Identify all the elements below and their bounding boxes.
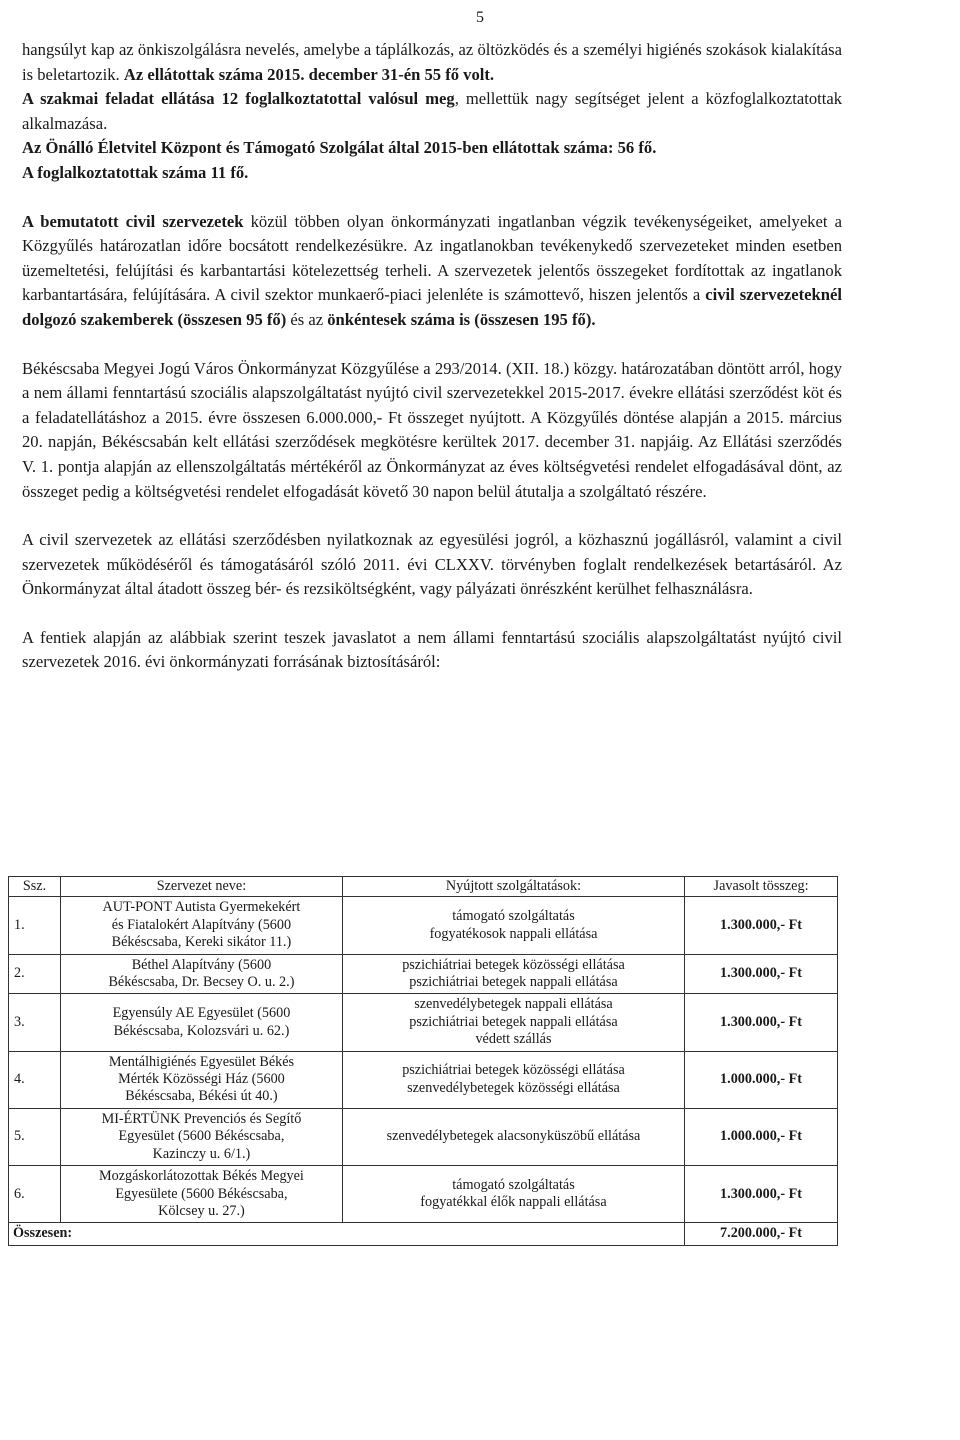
service-line: fogyatékkal élők nappali ellátása: [420, 1194, 607, 1211]
row-ssz: 4.: [9, 1051, 61, 1108]
row-ssz: 3.: [9, 994, 61, 1051]
org-name-line: Egyesülete (5600 Békéscsaba,: [115, 1185, 288, 1202]
volunteers-count: önkéntesek száma is (összesen 195 fő).: [327, 309, 596, 329]
row-org-name: [61, 994, 343, 1051]
page-number: 5: [476, 9, 484, 26]
row-services: [342, 1051, 684, 1108]
row-org-name: [61, 1051, 343, 1108]
paragraph-self-care: [22, 38, 842, 87]
org-name-line: Mozgáskorlátozottak Békés Megyei: [99, 1168, 304, 1185]
header-amount: Javasolt tösszeg:: [685, 877, 838, 897]
service-line: pszichiátriai betegek közösségi ellátása: [402, 956, 625, 973]
row-org-name: [61, 954, 343, 994]
table-row: [9, 954, 838, 994]
service-line: szenvedélybetegek alacsonyküszöbű ellátása: [386, 1128, 641, 1145]
paragraph-declarations: A civil szervezetek az ellátási szerződésben nyilatkoznak az egyesülési jogról, a közhasznú jogállásról, valamint a civil szervezetek működéséről és támogatásáról szóló 2011. évi CLXXV. törvényben foglalt rendelkezések betartásáról. Az Önkormányzat által átadott összeg bér- és rezsiköltségként, vagy pályázati önrészként kerülhet felhasználásra.: [22, 530, 842, 599]
table-row: [9, 1108, 838, 1165]
civil-orgs-text: közül többen olyan önkormányzati ingatlanban végzik tevékenységeiket, amelyeket a Közgyűlés határozatlan időre bocsátott rendelkezésükre. Az ingatlanokban tevékenykedő szervezeteket minden esetben üzemeltetési, felújítási és karbantartási kötelezettség terheli. A szervezetek jelentős összegeket fordítottak az ingatlanok karbantartására, felújítására. A civil szektor munkaerő-piaci jelenléte is számottevő, hiszen jelentős a: [22, 211, 842, 305]
row-org-name: [61, 1108, 343, 1165]
center-clients-count: Az Önálló Életvitel Központ és Támogató Szolgálat által 2015-ben ellátottak száma: 56 fő.: [22, 138, 657, 158]
row-amount: 1.300.000,- Ft: [685, 994, 838, 1051]
org-name-line: Mentálhigiénés Egyesület Békés: [108, 1053, 295, 1070]
paragraph-staff-text: , mellettük nagy segítséget jelent a közfoglalkoztatottak alkalmazása.: [22, 89, 842, 133]
org-name-line: Békéscsaba, Kereki sikátor 11.): [111, 934, 292, 951]
row-services: [342, 897, 684, 954]
row-services: [342, 1166, 684, 1223]
row-amount: 1.300.000,- Ft: [685, 954, 838, 994]
service-line: pszichiátriai betegek közösségi ellátása: [402, 1062, 625, 1079]
row-services: [342, 1108, 684, 1165]
paragraph-proposal: A fentiek alapján az alábbiak szerint teszek javaslatot a nem állami fenntartású szociális alapszolgáltatást nyújtó civil szervezetek 2016. évi önkormányzati forrásának biztosításáról:: [22, 627, 842, 672]
paragraph-council-decision: Békéscsaba Megyei Jogú Város Önkormányzat Közgyűlése a 293/2014. (XII. 18.) közgy. határozatában döntött arról, hogy a nem állami fenntartású szociális alapszolgáltatást nyújtó civil szervezetekkel 2015-2017. évekre ellátási szerződést köt és a feladatellátáshoz a 2015. évre összesen 6.000.000,- Ft összeget nyújtott. A Közgyűlés döntése alapján a 2015. március 20. napján, Békéscsabán kelt ellátási szerződések megkötésre kerültek 2017. december 31. napjáig. Az Ellátási szerződés V. 1. pontja alapján az ellenszolgáltatás mértékéről az Önkormányzat az éves költségvetési rendelet elfogadásával dönt, az összeget pedig a költségvetési rendelet elfogadását követő 30 napon belül átutalja a szolgáltató részére.: [22, 358, 842, 501]
row-amount: 1.000.000,- Ft: [685, 1108, 838, 1165]
paragraph-center-clients: [22, 136, 842, 161]
row-ssz: 6.: [9, 1166, 61, 1223]
org-name-line: Békéscsaba, Békési út 40.): [125, 1088, 278, 1105]
org-name-line: MI-ÉRTÜNK Prevenciós és Segítő: [101, 1110, 302, 1127]
row-org-name: [61, 897, 343, 954]
paragraph-employees: [22, 161, 842, 186]
row-amount: 1.300.000,- Ft: [685, 897, 838, 954]
service-line: támogató szolgáltatás: [452, 1176, 575, 1193]
row-ssz: 2.: [9, 954, 61, 994]
service-line: pszichiátriai betegek nappali ellátása: [409, 1013, 618, 1030]
service-line: szenvedélybetegek közösségi ellátása: [407, 1079, 620, 1096]
org-name-line: Kölcsey u. 27.): [158, 1202, 245, 1219]
civil-orgs-conj: és az: [286, 309, 328, 329]
paragraph-civil-orgs: [22, 210, 842, 333]
staff-statement: A szakmai feladat ellátása 12 foglalkoztatottal valósul meg: [22, 89, 455, 109]
table-row: [9, 1166, 838, 1223]
org-name-line: és Fiatalokért Alapítvány (5600: [111, 916, 292, 933]
specialists-count: civil szervezeteknél dolgozó szakemberek (összesen 95 fő): [22, 285, 842, 329]
header-services: Nyújtott szolgáltatások:: [342, 877, 684, 897]
service-line: támogató szolgáltatás: [452, 908, 575, 925]
service-line: védett szállás: [475, 1031, 552, 1048]
row-services: [342, 954, 684, 994]
header-org-name: Szervezet neve:: [61, 877, 343, 897]
document-body: [22, 38, 842, 675]
org-name-line: Békéscsaba, Kolozsvári u. 62.): [113, 1022, 290, 1039]
service-line: pszichiátriai betegek nappali ellátása: [409, 974, 618, 991]
org-name-line: Egyesület (5600 Békéscsaba,: [118, 1128, 285, 1145]
org-name-line: Békéscsaba, Dr. Becsey O. u. 2.): [108, 974, 295, 991]
row-amount: 1.300.000,- Ft: [685, 1166, 838, 1223]
paragraph-self-care-text: hangsúlyt kap az önkiszolgálásra nevelés, amelybe a táplálkozás, az öltözködés és a személyi higiénés szokások kialakítása is beletartozik.: [22, 40, 842, 84]
org-name-line: Béthel Alapítvány (5600: [131, 956, 272, 973]
table-row: [9, 994, 838, 1051]
header-ssz: Ssz.: [9, 877, 61, 897]
service-line: fogyatékosok nappali ellátása: [429, 925, 598, 942]
employees-count: A foglalkoztatottak száma 11 fő.: [22, 162, 249, 182]
table-row: [9, 897, 838, 954]
row-org-name: [61, 1166, 343, 1223]
org-name-line: Mérték Közösségi Ház (5600: [118, 1071, 285, 1088]
row-ssz: 1.: [9, 897, 61, 954]
row-ssz: 5.: [9, 1108, 61, 1165]
row-services: [342, 994, 684, 1051]
total-label: Összesen:: [9, 1223, 685, 1245]
civil-orgs-lead: A bemutatott civil szervezetek: [22, 211, 244, 231]
total-amount: 7.200.000,- Ft: [685, 1223, 838, 1245]
table-total-row: [9, 1223, 838, 1245]
service-line: szenvedélybetegek nappali ellátása: [414, 996, 613, 1013]
org-name-line: AUT-PONT Autista Gyermekekért: [102, 899, 301, 916]
paragraph-staff: [22, 87, 842, 136]
row-amount: 1.000.000,- Ft: [685, 1051, 838, 1108]
table-header-row: [9, 877, 838, 897]
org-name-line: Egyensúly AE Egyesület (5600: [112, 1005, 291, 1022]
table-row: [9, 1051, 838, 1108]
funding-table: [8, 876, 838, 1246]
org-name-line: Kazinczy u. 6/1.): [152, 1145, 251, 1162]
residents-count: Az ellátottak száma 2015. december 31-én 55 fő volt.: [123, 64, 495, 84]
